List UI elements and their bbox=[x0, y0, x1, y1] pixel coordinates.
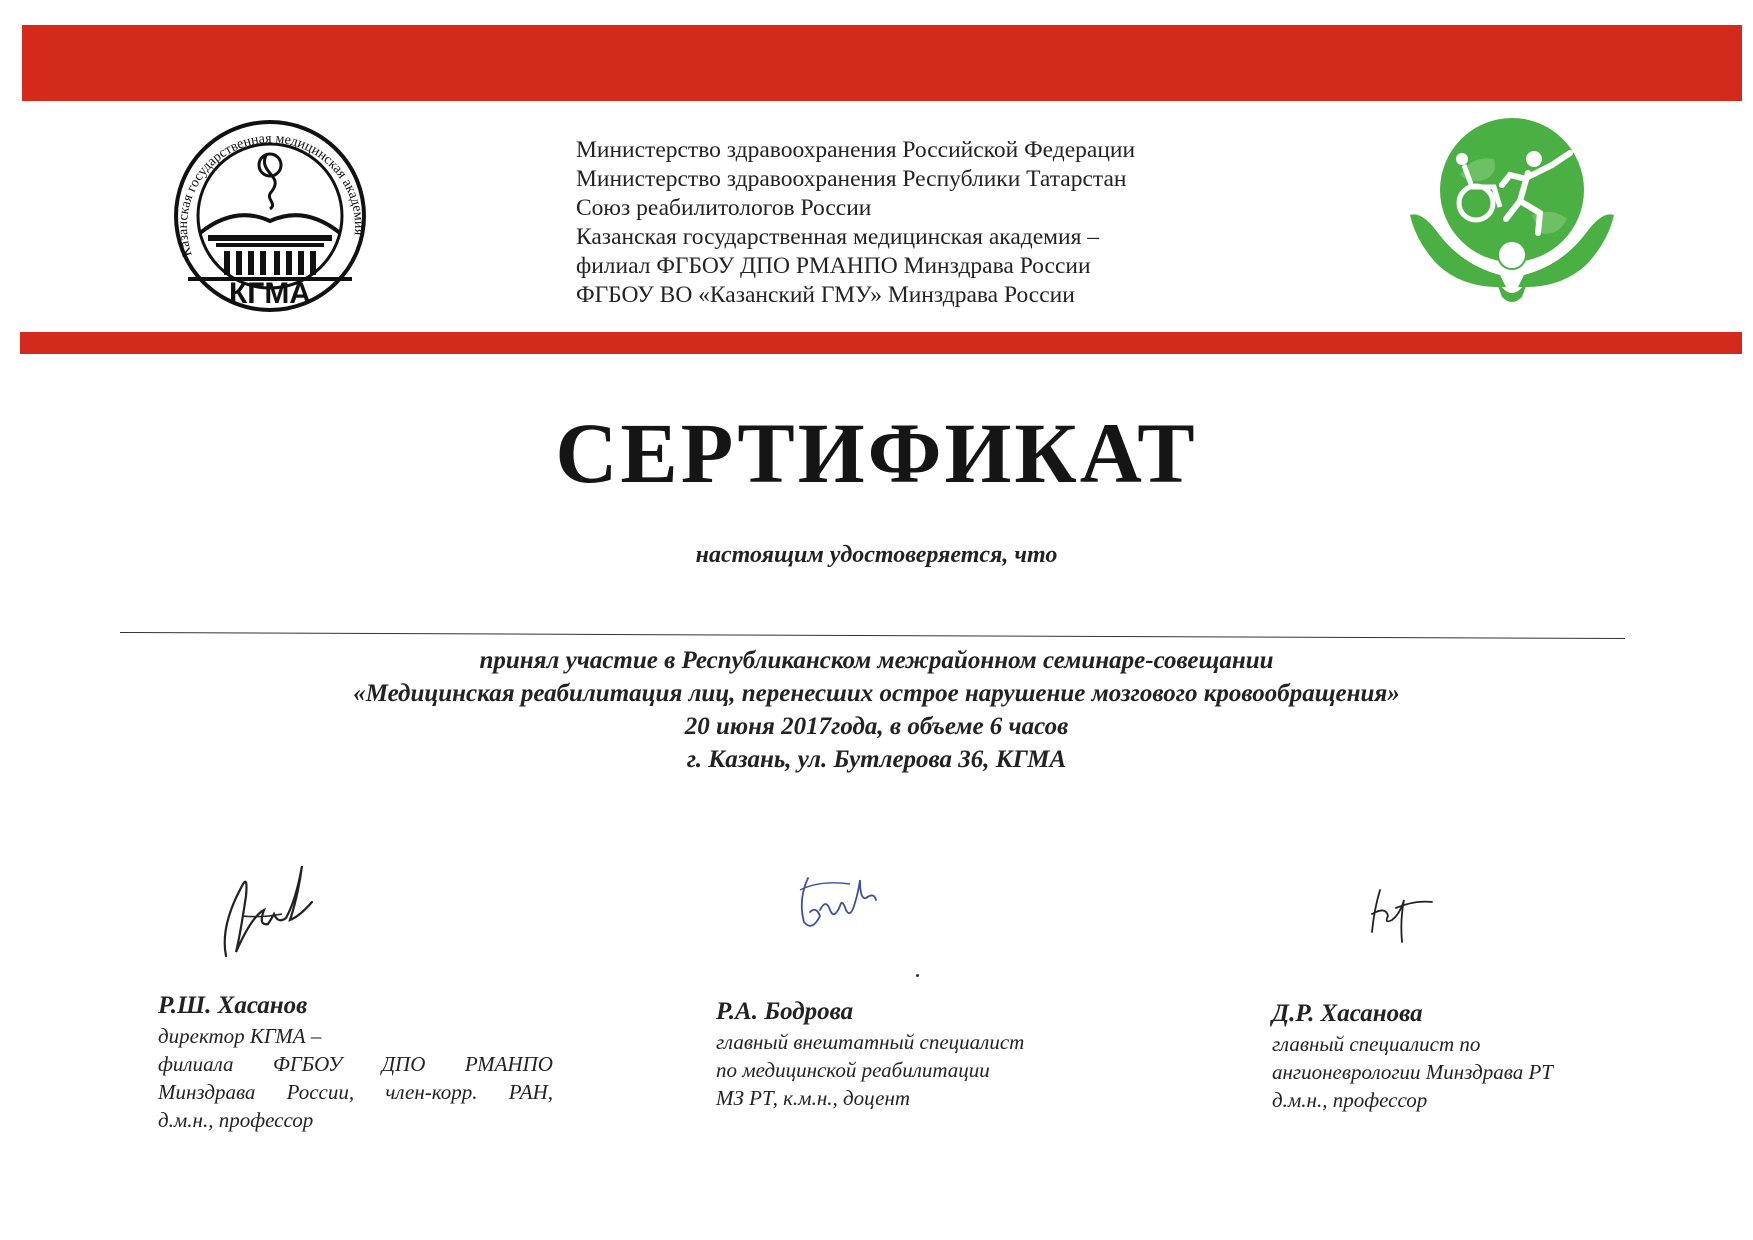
organization-line: ФГБОУ ВО «Казанский ГМУ» Минздрава России bbox=[576, 282, 1075, 308]
organization-line: филиал ФГБОУ ДПО РМАНПО Минздрава России bbox=[576, 253, 1091, 279]
rehabilitation-globe-icon bbox=[1402, 115, 1622, 315]
organization-line: Министерство здравоохранения Республики Татарстан bbox=[576, 166, 1127, 192]
certificate-body bbox=[0, 644, 1753, 776]
certificate-subtitle: настоящим удостоверяется, что bbox=[695, 542, 1058, 568]
signer-position-line: главный внештатный специалист bbox=[716, 1030, 1025, 1054]
bottom-red-band bbox=[20, 332, 1742, 354]
signer-block bbox=[716, 996, 1024, 1112]
signer-position-line: директор КГМА – bbox=[158, 1024, 322, 1048]
signer-position-line: ангионеврологии Минздрава РТ bbox=[1272, 1060, 1553, 1084]
organization-line: Казанская государственная медицинская академия – bbox=[576, 224, 1100, 250]
signer-block bbox=[158, 990, 553, 1134]
seal-text: Казанская государственная медицинская академия bbox=[175, 131, 367, 259]
signer-position-line: филиала ФГБОУ ДПО РМАНПО bbox=[158, 1052, 553, 1076]
organizations-list bbox=[576, 136, 1135, 310]
signer-position-line: д.м.н., профессор bbox=[158, 1108, 314, 1132]
signer-position-line: Минздрава России, член-корр. РАН, bbox=[158, 1080, 553, 1104]
organization-line: Министерство здравоохранения Российской Федерации bbox=[576, 137, 1136, 163]
signature-1 bbox=[212, 856, 322, 971]
body-line: 20 июня 2017года, в объеме 6 часов bbox=[684, 713, 1069, 740]
ink-dot bbox=[916, 974, 919, 977]
body-line: г. Казань, ул. Бутлерова 36, КГМА bbox=[686, 746, 1067, 773]
signer-position-line: главный специалист по bbox=[1272, 1032, 1481, 1056]
signer-name: Д.Р. Хасанова bbox=[1272, 1000, 1423, 1027]
body-line: «Медицинская реабилитация лиц, перенесших острое нарушение мозгового кровообращения» bbox=[353, 680, 1400, 707]
signer-position-line: д.м.н., профессор bbox=[1272, 1088, 1428, 1112]
certificate-title: СЕРТИФИКАТ bbox=[555, 405, 1198, 501]
body-line: принял участие в Республиканском межрайонном семинаре-совещании bbox=[479, 647, 1274, 674]
kgma-seal-icon bbox=[160, 113, 380, 323]
signer-name: Р.Ш. Хасанов bbox=[158, 992, 308, 1019]
organization-line: Союз реабилитологов России bbox=[576, 195, 872, 221]
recipient-name-line bbox=[120, 632, 1625, 639]
signer-position-line: по медицинской реабилитации bbox=[716, 1058, 990, 1082]
signature-3 bbox=[1362, 880, 1442, 955]
signer-block bbox=[1272, 998, 1553, 1114]
signature-2 bbox=[790, 870, 880, 945]
signer-position-line: МЗ РТ, к.м.н., доцент bbox=[716, 1086, 911, 1110]
seal-abbr: КГМА bbox=[229, 277, 311, 310]
top-red-band bbox=[22, 25, 1742, 101]
signer-name: Р.А. Бодрова bbox=[716, 998, 854, 1025]
